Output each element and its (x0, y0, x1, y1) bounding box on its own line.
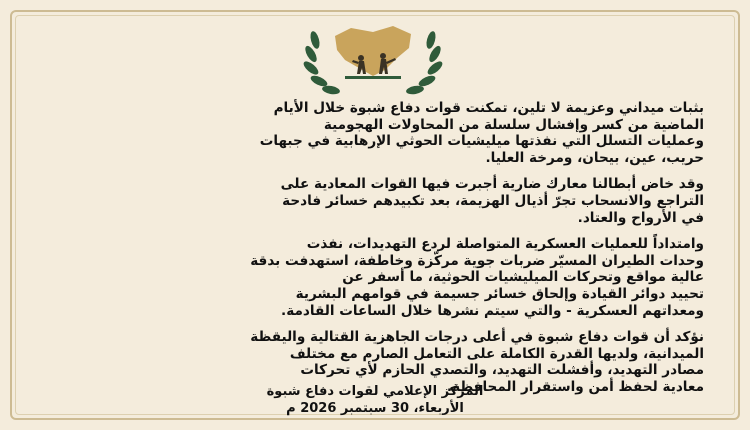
statement-paragraph: بثبات ميداني وعزيمة لا تلين، تمكنت قوات دفاع شبوة خلال الأيام الماضية من كسر وإفشال سلسلة من المحاولات الهجومية وعمليات التسلل التي نفذتها ميليشيات الحوثي الإرهابية في جبهات حريب، عين، بيحان، ومرخة العليا. (259, 100, 704, 166)
statement-body (44, 100, 704, 406)
statement-paragraph: وقد خاض أبطالنا معارك ضارية أجبرت فيها القوات المعادية على التراجع والانسحاب تجرّ أذيال الهزيمة، بعد تكبيدهم خسائر فادحة في الأرواح والعتاد. (280, 176, 704, 226)
signature-org: المركز الإعلامي لقوات دفاع شبوة (266, 384, 484, 399)
signature-date: الأربعاء، 30 سبتمبر 2026 م (286, 401, 464, 416)
statement-paragraph: نؤكد أن قوات دفاع شبوة في أعلى درجات الجاهزية القتالية واليقظة الميدانية، ولديها القدرة الكاملة على التعامل الصارم مع مختلف مصادر التهديد، وأفشلت التهديد، والتصدي الحازم لأي تحركات معادية لحفظ أمن واستقرار المحافظة. (250, 329, 704, 395)
statement-paragraph: وامتداداً للعمليات العسكرية المتواصلة لردع التهديدات، نفذت وحدات الطيران المسيّر ضربات جوية مركّزة وخاطفة، استهدفت بدقة عالية مواقع وتحركات الميليشيات الحوثية، ما أسفر عن تحييد دوائر القيادة وإلحاق خسائر جسيمة في قوامهم البشرية ومعداتهم العسكرية - والتي سيتم نشرها خلال الساعات القادمة. (250, 236, 704, 319)
military-emblem-icon (293, 18, 453, 100)
